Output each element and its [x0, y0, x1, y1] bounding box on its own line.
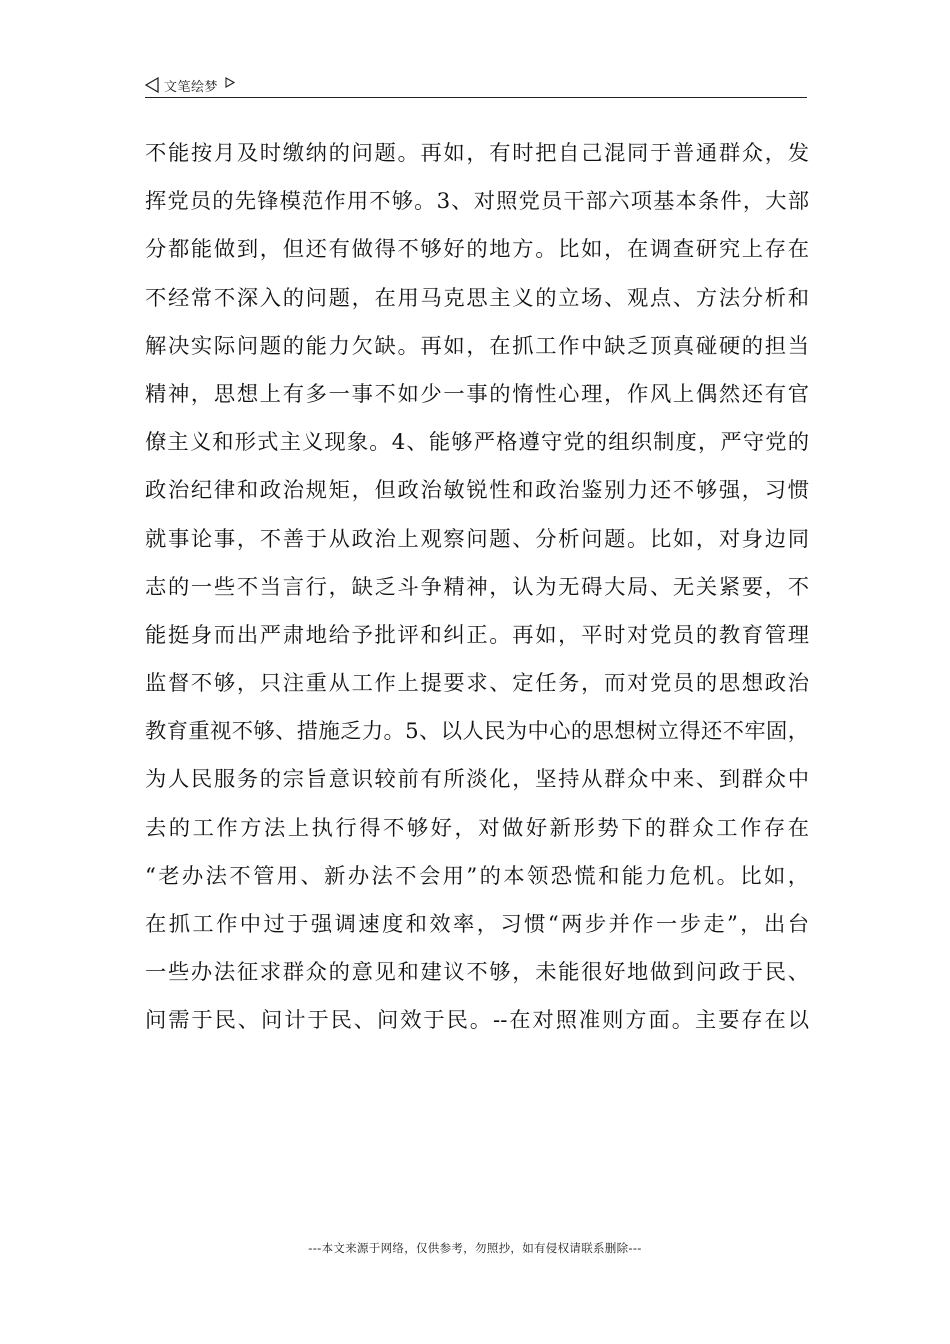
text-line: 一些办法征求群众的意见和建议不够，未能很好地做到问政于民、: [145, 960, 809, 986]
text-line: 监督不够，只注重从工作上提要求、定任务，而对党员的思想政治: [145, 671, 809, 697]
text-line: 解决实际问题的能力欠缺。再如，在抓工作中缺乏顶真碰硬的担当: [145, 333, 809, 359]
text-line: 教育重视不够、措施乏力。5、以人民为中心的思想树立得还不牢固，: [145, 719, 809, 745]
header-divider: [145, 97, 807, 98]
text-line: 挥党员的先锋模范作用不够。3、对照党员干部六项基本条件，大部: [145, 189, 809, 215]
text-line: 不能按月及时缴纳的问题。再如，有时把自己混同于普通群众，发: [145, 141, 809, 166]
text-line: 政治纪律和政治规矩，但政治敏锐性和政治鉴别力还不够强，习惯: [145, 478, 809, 504]
text-line: 问需于民、问计于民、问效于民。--在对照准则方面。主要存在以: [145, 1008, 809, 1034]
text-line: 去的工作方法上执行得不够好，对做好新形势下的群众工作存在: [145, 815, 809, 841]
text-line: 僚主义和形式主义现象。4、能够严格遵守党的组织制度，严守党的: [145, 430, 809, 456]
triangle-right-icon: [225, 77, 235, 88]
footer-disclaimer: ---本文来源于网络，仅供参考，勿照抄，如有侵权请联系删除---: [308, 1241, 642, 1255]
triangle-left-icon: [145, 77, 159, 93]
text-line: 就事论事，不善于从政治上观察问题、分析问题。比如，对身边同: [145, 526, 809, 552]
text-line: 在抓工作中过于强调速度和效率，习惯“两步并作一步走”，出台: [145, 912, 809, 937]
document-body: [145, 130, 809, 1046]
text-line: 为人民服务的宗旨意识较前有所淡化，坚持从群众中来、到群众中: [145, 767, 809, 793]
text-line: 能挺身而出严肃地给予批评和纠正。再如，平时对党员的教育管理: [145, 622, 809, 648]
text-line: “老办法不管用、新办法不会用”的本领恐慌和能力危机。比如，: [145, 863, 809, 889]
page-header: [145, 72, 807, 98]
text-line: 不经常不深入的问题，在用马克思主义的立场、观点、方法分析和: [145, 285, 809, 311]
text-line: 志的一些不当言行，缺乏斗争精神，认为无碍大局、无关紧要，不: [145, 574, 809, 600]
text-line: 分都能做到，但还有做得不够好的地方。比如，在调查研究上存在: [145, 237, 809, 263]
header-title: 文笔绘梦: [164, 79, 219, 95]
text-line: 精神，思想上有多一事不如少一事的惰性心理，作风上偶然还有官: [145, 381, 809, 407]
